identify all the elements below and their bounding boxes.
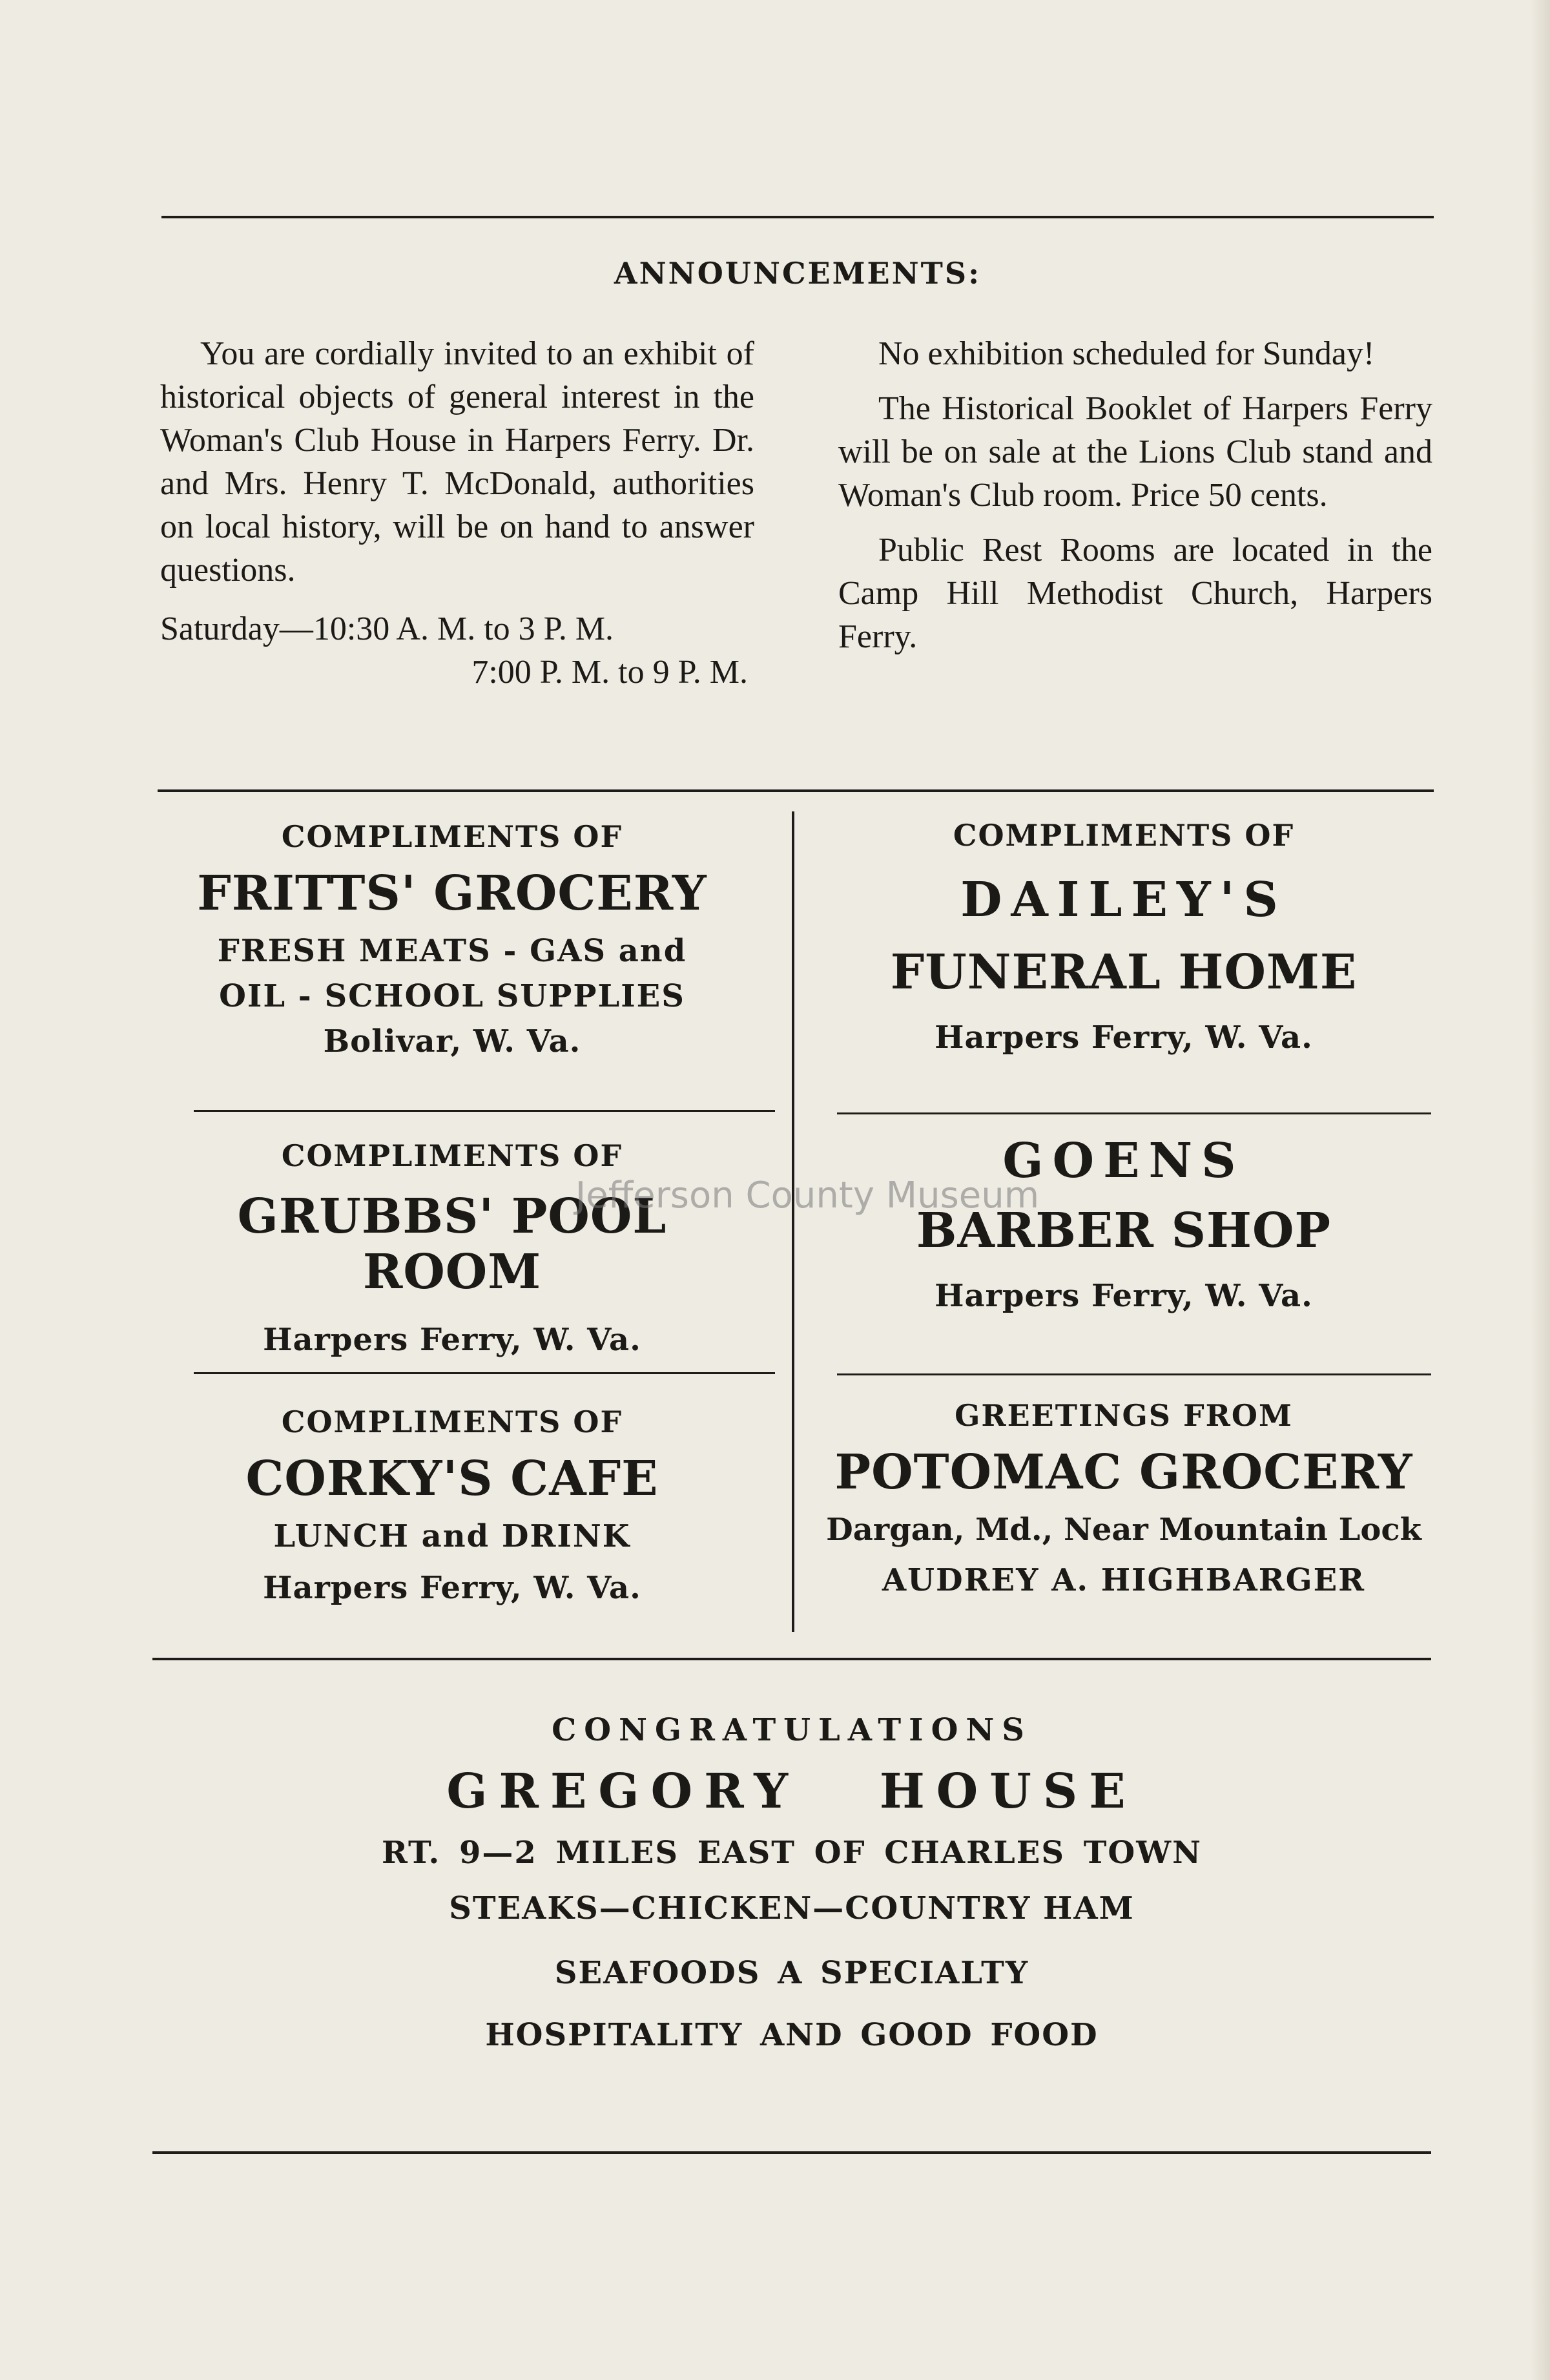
daileys-name: DAILEY'S xyxy=(960,872,1287,928)
ad-potomac-grocery xyxy=(814,1398,1434,1598)
announcements-left-column xyxy=(160,332,754,694)
fritts-line-2: OIL - SCHOOL SUPPLIES xyxy=(219,978,685,1014)
fritts-location: Bolivar, W. Va. xyxy=(323,1023,581,1060)
corkys-location: Harpers Ferry, W. Va. xyxy=(263,1570,641,1606)
gregory-top-rule xyxy=(152,1658,1431,1660)
fritts-line-1: FRESH MEATS - GAS and xyxy=(217,933,687,969)
potomac-line-2: AUDREY A. HIGHBARGER xyxy=(882,1562,1366,1598)
gregory-line-2: STEAKS—CHICKEN—COUNTRY HAM xyxy=(449,1890,1135,1926)
schedule-line-2: 7:00 P. M. to 9 P. M. xyxy=(471,654,748,691)
goens-barber-shop: BARBER SHOP xyxy=(916,1203,1332,1258)
ad-grubbs-pool-room xyxy=(161,1138,743,1358)
ads-right-rule-2 xyxy=(837,1373,1431,1375)
goens-name: GOENS xyxy=(1002,1133,1245,1189)
ad-fritts-grocery xyxy=(161,819,743,1060)
historical-booklet-notice: The Historical Booklet of Harpers Ferry will be on sale at the Lions Club stand and Woman's Club room. Price 50 cents. xyxy=(838,390,1432,514)
corkys-name: CORKY'S CAFE xyxy=(245,1451,659,1507)
schedule-line-1: Saturday—10:30 A. M. to 3 P. M. xyxy=(160,611,614,647)
fritts-name: FRITTS' GROCERY xyxy=(197,866,707,921)
ads-left-rule-1 xyxy=(194,1110,775,1112)
ad-gregory-house xyxy=(152,1712,1431,2053)
potomac-name: POTOMAC GROCERY xyxy=(834,1445,1413,1500)
ads-left-rule-2 xyxy=(194,1372,775,1374)
gregory-line-1: RT. 9—2 MILES EAST OF CHARLES TOWN xyxy=(381,1835,1203,1871)
ads-top-rule xyxy=(158,789,1434,792)
rest-rooms-notice: Public Rest Rooms are located in the Camp Hill Methodist Church, Harpers Ferry. xyxy=(838,532,1432,655)
ads-right-rule-1 xyxy=(837,1112,1431,1114)
gregory-line-4: HOSPITALITY AND GOOD FOOD xyxy=(485,2017,1099,2053)
top-rule xyxy=(161,216,1434,218)
gregory-name: GREGORY HOUSE xyxy=(446,1764,1137,1819)
grubbs-location: Harpers Ferry, W. Va. xyxy=(263,1322,641,1358)
goens-location: Harpers Ferry, W. Va. xyxy=(935,1278,1313,1314)
bottom-rule xyxy=(152,2151,1431,2154)
ads-center-divider xyxy=(792,811,794,1632)
daileys-location: Harpers Ferry, W. Va. xyxy=(935,1019,1313,1056)
daileys-header: COMPLIMENTS OF xyxy=(953,818,1295,853)
corkys-line-1: LUNCH and DRINK xyxy=(273,1518,631,1554)
announcements-exhibit-paragraph: You are cordially invited to an exhibit of historical objects of general interest in the Woman's Club House in Harpers Ferry. Dr. and Mrs. Henry T. McDonald, authorities on local history, will be on hand to answer questions. xyxy=(160,335,754,589)
no-exhibition-sunday: No exhibition scheduled for Sunday! xyxy=(878,335,1375,372)
museum-watermark: Jefferson County Museum xyxy=(575,1174,1040,1216)
announcements-heading: ANNOUNCEMENTS: xyxy=(614,256,982,291)
grubbs-header: COMPLIMENTS OF xyxy=(281,1138,623,1173)
ad-daileys-funeral-home xyxy=(814,818,1434,1056)
daileys-funeral-home: FUNERAL HOME xyxy=(890,945,1358,1000)
gregory-header: CONGRATULATIONS xyxy=(552,1712,1032,1748)
page-edge-shadow xyxy=(1531,0,1550,2380)
potomac-line-1: Dargan, Md., Near Mountain Lock xyxy=(826,1512,1421,1548)
ad-corkys-cafe xyxy=(161,1404,743,1606)
ad-goens-barber-shop xyxy=(814,1133,1434,1314)
announcements-right-column xyxy=(838,332,1432,658)
grubbs-name: GRUBBS' POOL ROOM xyxy=(237,1189,667,1300)
fritts-header: COMPLIMENTS OF xyxy=(281,819,623,854)
gregory-line-3: SEAFOODS A SPECIALTY xyxy=(554,1955,1029,1991)
potomac-header: GREETINGS FROM xyxy=(955,1398,1293,1433)
corkys-header: COMPLIMENTS OF xyxy=(281,1404,623,1439)
